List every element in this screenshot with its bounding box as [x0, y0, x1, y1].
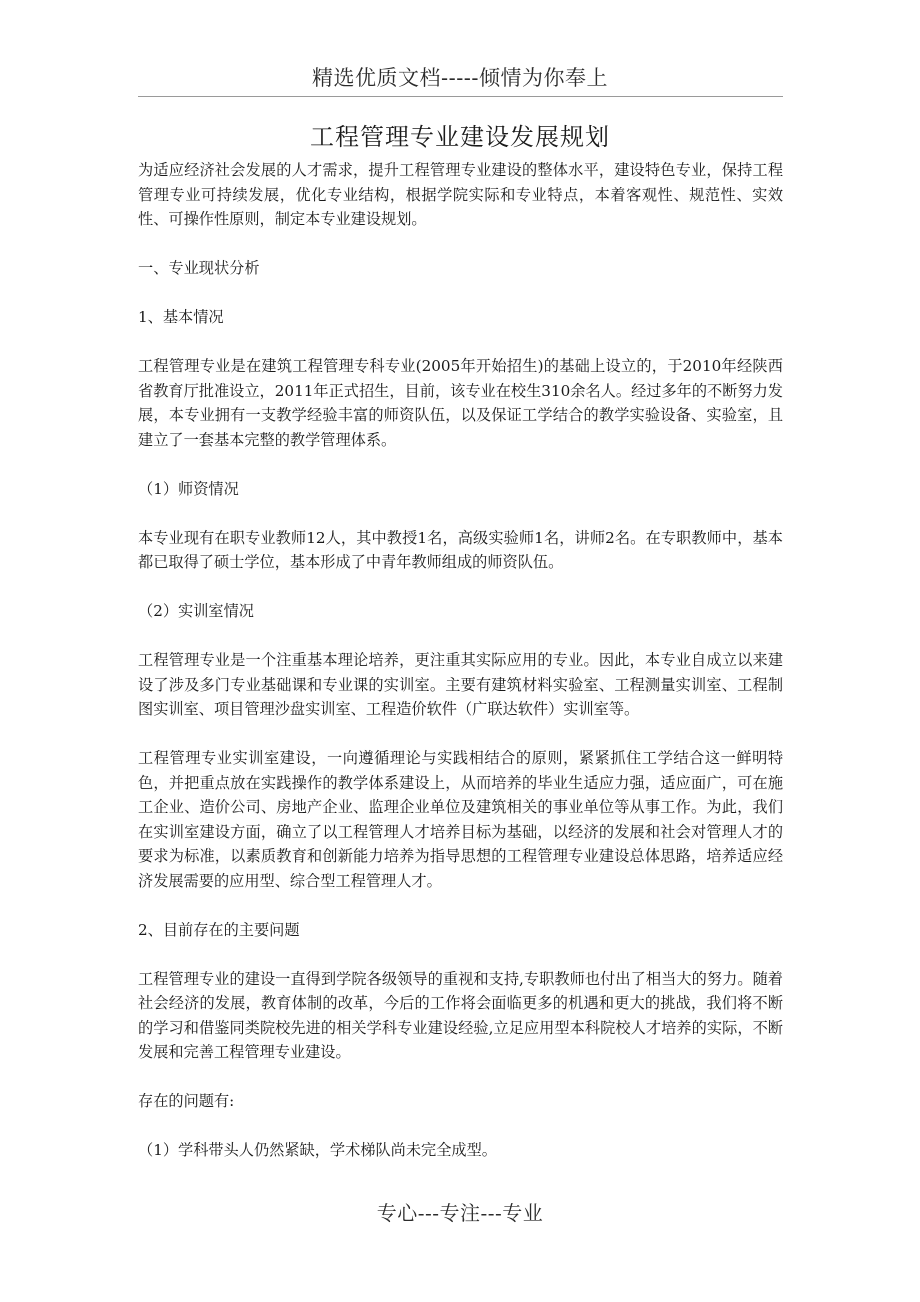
page-footer: 专心---专注---专业: [376, 1201, 544, 1225]
subsection-heading-basic-situation: 1、基本情况: [138, 308, 224, 326]
main-problems-paragraph: 工程管理专业的建设一直得到学院各级领导的重视和支持,专职教师也付出了相当大的努力。随着社会经济的发展，教育体制的改革，今后的工作将会面临更多的机遇和更大的挑战，我们将不断的学习和借鉴同类院校先进的相关学科专业建设经验,立足应用型本科院校人才培养的实际，不断发展和完善工程管理专业建设。: [138, 969, 783, 1061]
faculty-paragraph: 本专业现有在职专业教师12人，其中教授1名，高级实验师1名，讲师2名。在专职教师中，基本都已取得了硕士学位，基本形成了中青年教师组成的师资队伍。: [138, 528, 783, 571]
section-heading-status-analysis: 一、专业现状分析: [138, 259, 260, 277]
document-title: 工程管理专业建设发展规划: [310, 123, 610, 151]
problems-intro: 存在的问题有:: [138, 1092, 235, 1110]
header-divider: [138, 96, 783, 97]
page-header: 精选优质文档-----倾情为你奉上: [312, 66, 608, 90]
training-room-heading: （2）实训室情况: [138, 602, 254, 620]
intro-paragraph: 为适应经济社会发展的人才需求，提升工程管理专业建设的整体水平，建设特色专业，保持工程管理专业可持续发展，优化专业结构，根据学院实际和专业特点，本着客观性、规范性、实效性、可操作性原则，制定本专业建设规划。: [138, 161, 783, 228]
training-room-paragraph-1: 工程管理专业是一个注重基本理论培养，更注重其实际应用的专业。因此，本专业自成立以来建设了涉及多门专业基础课和专业课的实训室。主要有建筑材料实验室、工程测量实训室、工程制图实训室、项目管理沙盘实训室、工程造价软件（广联达软件）实训室等。: [138, 651, 783, 718]
document-body: [138, 158, 783, 1163]
faculty-heading: （1）师资情况: [138, 479, 239, 498]
problem-item-1: （1）学科带头人仍然紧缺，学术梯队尚未完全成型。: [138, 1141, 497, 1159]
subsection-heading-main-problems: 2、目前存在的主要问题: [138, 920, 300, 939]
basic-situation-paragraph: 工程管理专业是在建筑工程管理专科专业(2005年开始招生)的基础上设立的，于2010年经陕西省教育厅批准设立，2011年正式招生，目前，该专业在校生310余名人。经过多年的不断努力发展，本专业拥有一支教学经验丰富的师资队伍，以及保证工学结合的教学实验设备、实验室，且建立了一套基本完整的教学管理体系。: [138, 357, 783, 449]
training-room-paragraph-2: 工程管理专业实训室建设，一向遵循理论与实践相结合的原则，紧紧抓住工学结合这一鲜明特色，并把重点放在实践操作的教学体系建设上，从而培养的毕业生适应力强，适应面广，可在施工企业、造价公司、房地产企业、监理企业单位及建筑相关的事业单位等从事工作。为此，我们在实训室建设方面，确立了以工程管理人才培养目标为基础，以经济的发展和社会对管理人才的要求为标准，以素质教育和创新能力培养为指导思想的工程管理专业建设总体思路，培养适应经济发展需要的应用型、综合型工程管理人才。: [138, 749, 783, 890]
